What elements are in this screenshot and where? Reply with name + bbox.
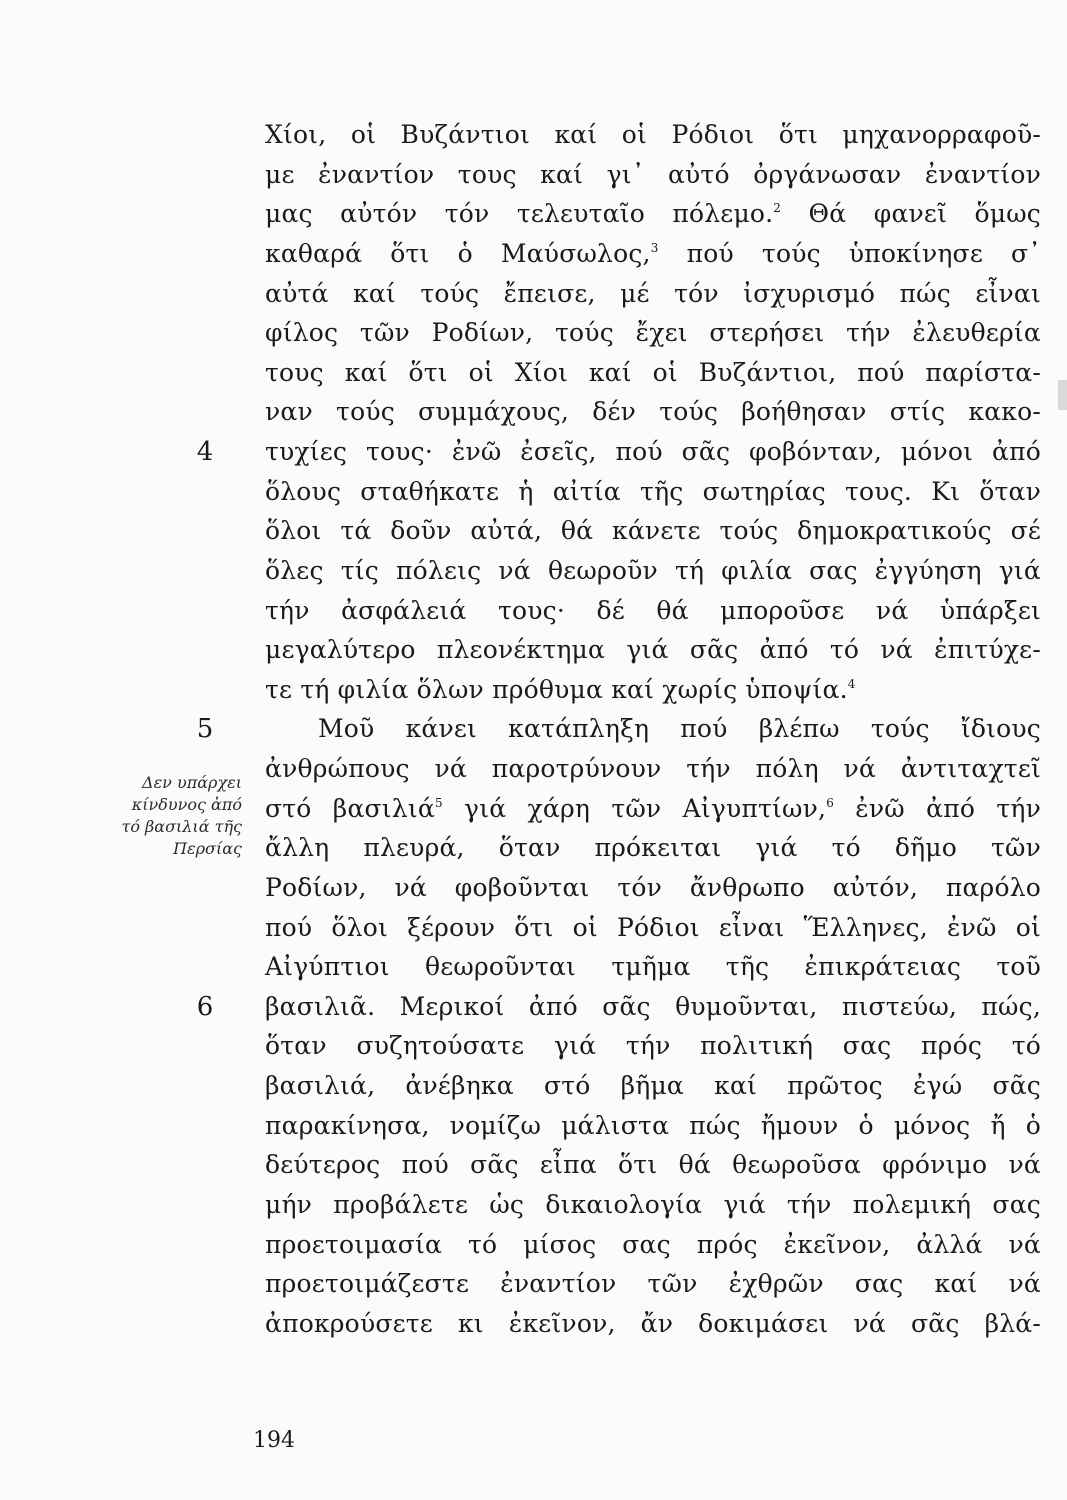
page-number: 194 [253,1428,295,1453]
text-line: ὅλους σταθήκατε ἡ αἰτία τῆς σωτηρίας τους. Κι ὅταν [265,477,1041,506]
text-line: βασιλιᾶ. Μερικοί ἀπό σᾶς θυμοῦνται, πιστεύω, πώς, [265,992,1041,1021]
text-line: μας αὐτόν τόν τελευταῖο πόλεμο.$^2$ Θά φανεῖ ὅμως [265,199,1041,228]
text-line: ἄλλη πλευρά, ὅταν πρόκειται γιά τό δῆμο τῶν [265,833,1041,862]
text-line: αὐτά καί τούς ἔπεισε, μέ τόν ἰσχυρισμό πώς εἶναι [265,279,1041,308]
text-line: Ροδίων, νά φοβοῦνται τόν ἄνθρωπο αὐτόν, παρόλο [265,873,1041,902]
text-line: προετοιμασία τό μίσος σας πρός ἐκεῖνον, ἀλλά νά [265,1230,1041,1259]
text-line: Μοῦ κάνει κατάπληξη πού βλέπω τούς ἴδιους [318,714,1041,743]
footnote-ref: 3 [650,241,659,255]
text-line: δεύτερος πού σᾶς εἶπα ὅτι θά θεωροῦσα φρόνιμο νά [265,1150,1041,1179]
text-line: τυχίες τους· ἐνῶ ἐσεῖς, πού σᾶς φοβόνταν, μόνοι ἀπό [265,437,1041,466]
text-line: τους καί ὅτι οἱ Χίοι καί οἱ Βυζάντιοι, πού παρίστα- [265,358,1041,387]
text-line: φίλος τῶν Ροδίων, τούς ἔχει στερήσει τήν ἐλευθερία [265,318,1041,347]
text-line: τε τή φιλία ὅλων πρόθυμα καί χωρίς ὑποψία.$^4$ [265,675,856,704]
text-line: ἀποκρούσετε κι ἐκεῖνον, ἄν δοκιμάσει νά σᾶς βλά- [265,1309,1041,1338]
side-note-line: Περσίας [173,839,242,858]
text-line: πού ὅλοι ξέρουν ὅτι οἱ Ρόδιοι εἶναι Ἕλληνες, ἐνῶ οἱ [265,913,1041,942]
text-line: ὅλοι τά δοῦν αὐτά, θά κάνετε τούς δημοκρατικούς σέ [265,516,1041,545]
text-line: ὅλες τίς πόλεις νά θεωροῦν τή φιλία σας ἐγγύηση γιά [265,556,1041,585]
text-line: Χίοι, οἱ Βυζάντιοι καί οἱ Ρόδιοι ὅτι μηχανορραφοῦ- [265,120,1041,149]
margin-section-number: 6 [196,992,214,1022]
footnote-ref: 2 [773,201,782,215]
text-line: ἀνθρώπους νά παροτρύνουν τήν πόλη νά ἀντιταχτεῖ [265,754,1041,783]
text-line: βασιλιά, ἀνέβηκα στό βῆμα καί πρῶτος ἐγώ σᾶς [265,1071,1041,1100]
text-line: ὅταν συζητούσατε γιά τήν πολιτική σας πρός τό [265,1031,1041,1060]
text-line: τήν ἀσφάλειά τους· δέ θά μποροῦσε νά ὑπάρξει [265,596,1041,625]
margin-section-number: 5 [196,714,214,744]
footnote-ref: 6 [826,796,835,810]
side-note-line: Δεν υπάρχει [142,773,242,792]
text-line: προετοιμάζεστε ἐναντίον τῶν ἐχθρῶν σας καί νά [265,1269,1041,1298]
text-line: παρακίνησα, νομίζω μάλιστα πώς ἤμουν ὁ μόνος ἤ ὁ [265,1111,1041,1140]
text-line: στό βασιλιά$^5$ γιά χάρη τῶν Αἰγυπτίων,$^6$ ἐνῶ ἀπό τήν [265,794,1041,823]
text-line: Αἰγύπτιοι θεωροῦνται τμῆμα τῆς ἐπικράτειας τοῦ [265,952,1041,981]
margin-section-number: 4 [196,437,214,467]
footnote-ref: 5 [434,796,443,810]
footnote-ref: 4 [847,677,856,691]
margin-side-note [92,772,242,860]
text-line: καθαρά ὅτι ὁ Μαύσωλος,$^3$ πού τούς ὑποκίνησε σ᾽ [265,239,1041,268]
side-note-line: τό βασιλιά τῆς [121,817,242,836]
text-line: ναν τούς συμμάχους, δέν τούς βοήθησαν στίς κακο- [265,397,1041,426]
scan-edge-artifact [1058,380,1067,410]
text-line: μήν προβάλετε ὡς δικαιολογία γιά τήν πολεμική σας [265,1190,1041,1219]
text-line: μεγαλύτερο πλεονέκτημα γιά σᾶς ἀπό τό νά ἐπιτύχε- [265,635,1041,664]
text-line: με ἐναντίον τους καί γι᾽ αὐτό ὀργάνωσαν ἐναντίον [265,160,1041,189]
side-note-line: κίνδυνος ἀπό [131,795,242,814]
